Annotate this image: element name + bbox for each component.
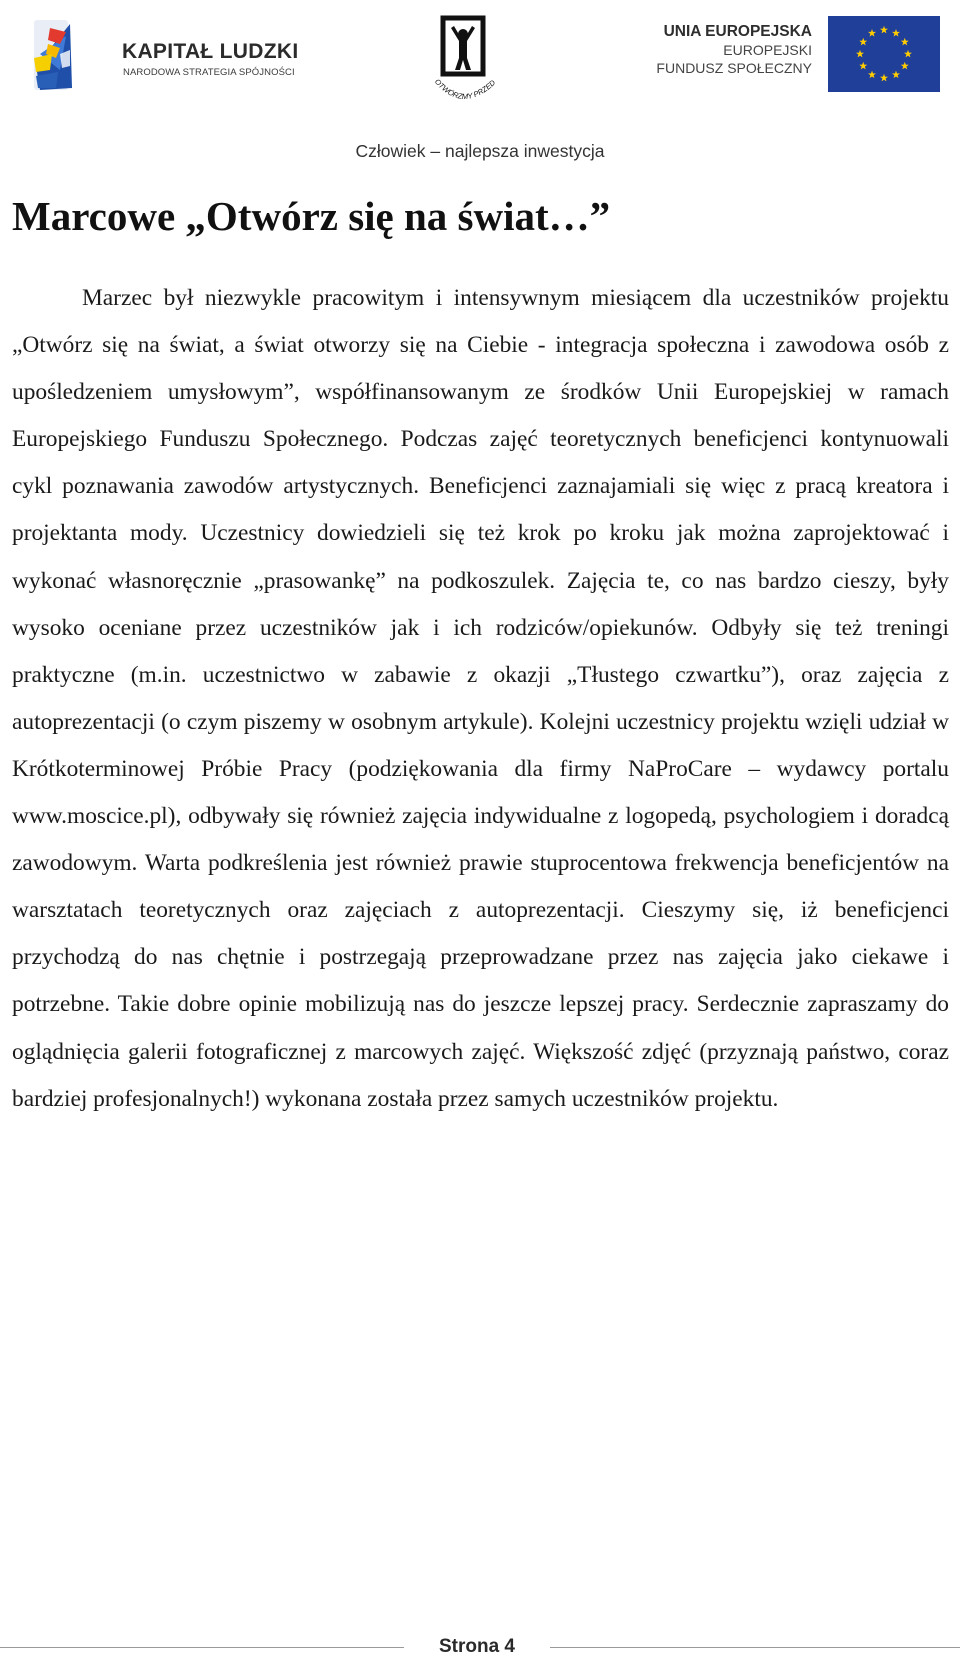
figure-in-frame-logo-icon [425, 14, 505, 114]
project-logo [425, 14, 505, 114]
article-title: Marcowe „Otwórz się na świat…” [12, 193, 611, 239]
motto: Człowiek – najlepsza inwestycja [355, 141, 605, 161]
page-number: Strona 4 [438, 1636, 516, 1657]
project-logo-arc-text: OTWÓRZMY PRZED [432, 77, 498, 102]
page-footer [0, 1634, 960, 1660]
footer-rule-right [550, 1647, 960, 1648]
page-header [0, 0, 960, 180]
eu-logo-line3: FUNDUSZ SPOŁECZNY [656, 60, 812, 76]
kapital-ludzki-title: KAPITAŁ LUDZKI [122, 40, 299, 63]
article-body: Marzec był niezwykle pracowitym i intensywnym miesiącem dla uczestników projektu „Otwórz się na świat, a świat otworzy się na Ciebie - integracja społeczna i zawodowa osób z upośledzeniem umysłowym”, współfinansowanym ze środków Unii Europejskiej w ramach Europejskiego Funduszu Społecznego. Podczas zajęć teoretycznych beneficjenci kontynuowali cykl poznawania zawodów artystycznych. Beneficjenci zaznajamiali się więc z pracą kreatora i projektanta mody. Uczestnicy dowiedzieli się też krok po kroku jak można zaprojektować i wykonać własnoręcznie „prasowankę” na podkoszulek. Zajęcia te, co nas bardzo cieszy, były wysoko oceniane przez uczestników jak i ich rodziców/opiekunów. Odbyły się też treningi praktyczne (m.in. uczestnictwo w zabawie z okazji „Tłustego czwartku”), oraz zajęcia z autoprezentacji (o czym piszemy w osobnym artykule). Kolejni uczestnicy projektu wzięli udział w Krótkoterminowej Próbie Pracy (podziękowania dla firmy NaProCare – wydawcy portalu www.moscice.pl), odbywały się również zajęcia indywidualne z logopedą, psychologiem i doradcą zawodowym. Warta podkreślenia jest również prawie stuprocentowa frekwencja beneficjentów na warsztatach teoretycznych oraz zajęciach z autoprezentacji. Cieszymy się, iż beneficjenci przychodzą do nas chętnie i postrzegają przeprowadzane przez nas zajęcia jako ciekawe i potrzebne. Takie dobre opinie mobilizują nas do jeszcze lepszej pracy. Serdecznie zapraszamy do oglądnięcia galerii fotograficznej z marcowych zajęć. Większość zdjęć (przyznają państwo, coraz bardziej profesjonalnych!) wykonana została przez samych uczestników projektu. [12, 285, 949, 1112]
kapital-ludzki-emblem-icon [30, 14, 114, 98]
eu-logo-line1: UNIA EUROPEJSKA [663, 23, 812, 40]
eu-logo-text [656, 22, 812, 77]
eu-logo [640, 16, 940, 96]
eu-flag-icon [828, 16, 940, 92]
kapital-ludzki-subtitle: NARODOWA STRATEGIA SPÓJNOŚCI [123, 67, 295, 78]
eu-logo-line2: EUROPEJSKI [723, 42, 812, 58]
kapital-ludzki-logo [30, 14, 299, 98]
footer-rule-left [0, 1647, 404, 1648]
